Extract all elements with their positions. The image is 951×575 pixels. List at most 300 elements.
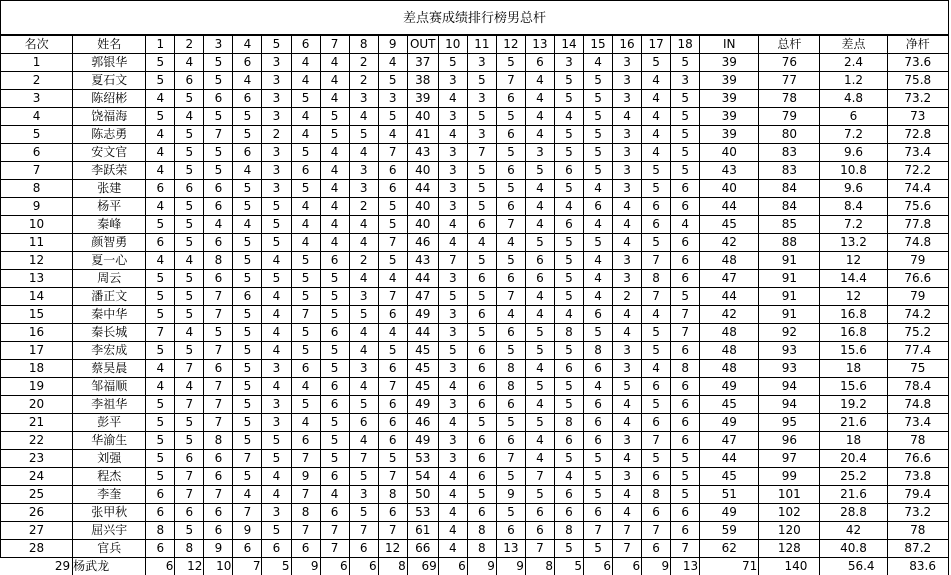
score-cell: 4: [525, 396, 554, 414]
column-header: 4: [233, 36, 262, 54]
score-cell: 6: [204, 468, 233, 486]
score-cell: 84: [759, 198, 820, 216]
score-cell: 84: [759, 180, 820, 198]
score-cell: 7: [204, 396, 233, 414]
score-cell: 5: [146, 342, 175, 360]
score-cell: 6: [671, 342, 700, 360]
score-cell: 9: [642, 558, 671, 575]
score-cell: 6: [671, 180, 700, 198]
score-cell: 7: [320, 522, 349, 540]
score-cell: 3: [438, 198, 467, 216]
score-cell: 5: [642, 342, 671, 360]
score-cell: 5: [378, 198, 407, 216]
score-cell: 4: [525, 216, 554, 234]
score-cell: 6: [584, 198, 613, 216]
score-cell: 6: [671, 414, 700, 432]
score-cell: 7: [642, 288, 671, 306]
score-cell: 12: [175, 558, 204, 575]
score-cell: 3: [554, 54, 583, 72]
column-header: 9: [378, 36, 407, 54]
score-cell: 5: [584, 234, 613, 252]
score-cell: 4: [349, 108, 378, 126]
rank-cell: 8: [1, 180, 73, 198]
score-cell: 4: [525, 450, 554, 468]
score-cell: 4: [584, 54, 613, 72]
score-cell: 8: [642, 486, 671, 504]
score-cell: 50: [407, 486, 438, 504]
score-cell: 5: [584, 72, 613, 90]
score-cell: 87.2: [887, 540, 948, 558]
score-cell: 5: [438, 54, 467, 72]
score-cell: 8: [146, 522, 175, 540]
score-cell: 75: [887, 360, 948, 378]
table-row: [1, 234, 949, 252]
score-cell: 6: [291, 162, 320, 180]
score-cell: 3: [262, 180, 291, 198]
score-cell: 3: [438, 360, 467, 378]
score-cell: 8: [378, 558, 407, 575]
score-cell: 3: [613, 54, 642, 72]
table-row: [1, 540, 949, 558]
table-row: [1, 432, 949, 450]
score-cell: 45: [700, 216, 759, 234]
score-cell: 5: [146, 270, 175, 288]
score-cell: 2: [349, 252, 378, 270]
score-cell: 73.6: [887, 54, 948, 72]
score-cell: 5: [554, 342, 583, 360]
score-cell: 73.2: [887, 90, 948, 108]
score-cell: 6: [467, 270, 496, 288]
score-cell: 5: [554, 396, 583, 414]
score-cell: 5: [320, 432, 349, 450]
player-name-cell: 张建: [73, 180, 146, 198]
score-cell: 6: [584, 396, 613, 414]
score-cell: 5: [584, 126, 613, 144]
column-header: 17: [642, 36, 671, 54]
score-cell: 6: [554, 486, 583, 504]
score-cell: 7.2: [820, 216, 887, 234]
score-cell: 5: [320, 342, 349, 360]
score-cell: 8: [642, 270, 671, 288]
score-cell: 4: [613, 306, 642, 324]
score-cell: 5: [146, 54, 175, 72]
score-cell: 6: [233, 288, 262, 306]
score-cell: 4: [204, 216, 233, 234]
score-cell: 4: [320, 162, 349, 180]
player-name-cell: 蔡昊晨: [73, 360, 146, 378]
player-name-cell: 夏一心: [73, 252, 146, 270]
score-cell: 5: [204, 162, 233, 180]
score-cell: 5: [467, 252, 496, 270]
score-cell: 4: [320, 180, 349, 198]
table-row: [1, 306, 949, 324]
score-cell: 7: [378, 522, 407, 540]
score-cell: 4: [175, 252, 204, 270]
score-cell: 3: [438, 180, 467, 198]
score-cell: 6: [291, 360, 320, 378]
score-cell: 6: [204, 360, 233, 378]
score-cell: 5: [349, 468, 378, 486]
score-cell: 4: [349, 342, 378, 360]
score-cell: 83: [759, 162, 820, 180]
score-cell: 8: [496, 378, 525, 396]
rank-cell: 29: [1, 558, 73, 575]
score-cell: 4: [642, 90, 671, 108]
score-cell: 42: [820, 522, 887, 540]
score-cell: 10: [204, 558, 233, 575]
score-cell: 4: [642, 108, 671, 126]
score-cell: 5: [554, 558, 583, 575]
score-cell: 7: [525, 468, 554, 486]
score-cell: 6: [671, 234, 700, 252]
score-cell: 40: [407, 108, 438, 126]
table-row: [1, 198, 949, 216]
score-cell: 9: [467, 558, 496, 575]
score-cell: 5: [175, 432, 204, 450]
score-cell: 8.4: [820, 198, 887, 216]
score-cell: 6: [378, 432, 407, 450]
score-cell: 3: [262, 162, 291, 180]
score-cell: 40: [407, 216, 438, 234]
score-cell: 16.8: [820, 306, 887, 324]
score-cell: 2: [349, 54, 378, 72]
score-cell: 5: [349, 306, 378, 324]
score-cell: 5: [349, 396, 378, 414]
score-cell: 4: [642, 360, 671, 378]
score-cell: 5: [291, 288, 320, 306]
score-cell: 6: [584, 306, 613, 324]
score-cell: 6: [671, 396, 700, 414]
score-cell: 5: [584, 108, 613, 126]
player-name-cell: 陈绍彬: [73, 90, 146, 108]
score-cell: 40: [700, 144, 759, 162]
player-name-cell: 秦峰: [73, 216, 146, 234]
score-cell: 3: [262, 414, 291, 432]
score-cell: 8: [554, 414, 583, 432]
score-cell: 6: [438, 558, 467, 575]
score-cell: 5: [671, 162, 700, 180]
score-cell: 46: [407, 234, 438, 252]
score-cell: 8: [467, 540, 496, 558]
score-cell: 4: [438, 468, 467, 486]
score-cell: 5: [671, 54, 700, 72]
score-cell: 5: [554, 378, 583, 396]
score-cell: 42: [700, 234, 759, 252]
player-name-cell: 官兵: [73, 540, 146, 558]
score-cell: 5: [233, 414, 262, 432]
score-cell: 3: [438, 270, 467, 288]
score-cell: 3: [349, 162, 378, 180]
table-row: [1, 270, 949, 288]
score-cell: 4: [291, 414, 320, 432]
score-cell: 4: [554, 468, 583, 486]
score-cell: 6: [467, 306, 496, 324]
score-cell: 66: [407, 540, 438, 558]
score-cell: 6: [554, 162, 583, 180]
score-cell: 4: [613, 396, 642, 414]
score-cell: 5: [496, 144, 525, 162]
table-row: [1, 486, 949, 504]
column-header: 11: [467, 36, 496, 54]
score-cell: 5: [233, 468, 262, 486]
player-name-cell: 潘正文: [73, 288, 146, 306]
score-cell: 44: [407, 180, 438, 198]
score-cell: 4: [291, 72, 320, 90]
score-cell: 5: [233, 324, 262, 342]
column-header: 13: [525, 36, 554, 54]
table-row: [1, 360, 949, 378]
table-row: [1, 522, 949, 540]
score-cell: 6: [584, 432, 613, 450]
score-cell: 74.2: [887, 306, 948, 324]
score-cell: 6: [671, 198, 700, 216]
score-cell: 39: [407, 90, 438, 108]
rank-cell: 6: [1, 144, 73, 162]
score-cell: 5: [554, 270, 583, 288]
score-cell: 6: [642, 504, 671, 522]
score-cell: 4: [233, 162, 262, 180]
score-cell: 6: [467, 396, 496, 414]
score-cell: 4: [320, 486, 349, 504]
score-cell: 6: [671, 504, 700, 522]
score-cell: 4: [525, 198, 554, 216]
score-cell: 48: [700, 252, 759, 270]
score-cell: 5: [378, 216, 407, 234]
table-row: [1, 450, 949, 468]
score-cell: 3: [262, 144, 291, 162]
player-name-cell: 屈兴宇: [73, 522, 146, 540]
score-cell: 4: [175, 324, 204, 342]
score-cell: 4: [233, 72, 262, 90]
score-cell: 5: [584, 540, 613, 558]
rank-cell: 15: [1, 306, 73, 324]
score-cell: 4: [349, 378, 378, 396]
score-cell: 48: [700, 324, 759, 342]
score-cell: 72.8: [887, 126, 948, 144]
score-cell: 7.2: [820, 126, 887, 144]
player-name-cell: 秦中华: [73, 306, 146, 324]
score-cell: 7: [467, 144, 496, 162]
score-cell: 5: [584, 324, 613, 342]
score-cell: 5: [175, 342, 204, 360]
score-cell: 4: [525, 72, 554, 90]
score-cell: 4: [291, 378, 320, 396]
score-cell: 3: [349, 486, 378, 504]
score-cell: 4.8: [820, 90, 887, 108]
column-header: 6: [291, 36, 320, 54]
score-cell: 5: [204, 324, 233, 342]
score-cell: 5: [378, 450, 407, 468]
column-header: 名次: [1, 36, 73, 54]
score-cell: 4: [642, 144, 671, 162]
score-cell: 6: [671, 252, 700, 270]
score-cell: 5: [262, 432, 291, 450]
score-cell: 75.8: [887, 72, 948, 90]
rank-cell: 4: [1, 108, 73, 126]
score-cell: 6: [349, 558, 378, 575]
score-cell: 97: [759, 450, 820, 468]
score-cell: 4: [467, 234, 496, 252]
score-cell: 6: [146, 234, 175, 252]
score-cell: 5: [291, 252, 320, 270]
score-cell: 4: [320, 90, 349, 108]
score-cell: 5: [320, 360, 349, 378]
score-cell: 5: [525, 378, 554, 396]
score-cell: 5: [146, 432, 175, 450]
score-cell: 43: [700, 162, 759, 180]
score-cell: 9: [233, 522, 262, 540]
score-cell: 5: [175, 306, 204, 324]
score-cell: 7: [146, 324, 175, 342]
column-header: 3: [204, 36, 233, 54]
score-cell: 8: [378, 486, 407, 504]
score-cell: 4: [642, 72, 671, 90]
column-header: 净杆: [887, 36, 948, 54]
score-cell: 5: [554, 126, 583, 144]
score-cell: 7: [204, 126, 233, 144]
score-cell: 5: [467, 198, 496, 216]
score-cell: 5: [554, 234, 583, 252]
column-header: 差点: [820, 36, 887, 54]
score-cell: 4: [613, 486, 642, 504]
score-cell: 5: [262, 198, 291, 216]
score-cell: 39: [700, 126, 759, 144]
score-cell: 5: [175, 522, 204, 540]
rank-cell: 21: [1, 414, 73, 432]
column-header: 8: [349, 36, 378, 54]
table-row: [1, 144, 949, 162]
score-cell: 25.2: [820, 468, 887, 486]
score-cell: 4: [438, 216, 467, 234]
score-cell: 6: [584, 360, 613, 378]
score-cell: 5: [496, 180, 525, 198]
score-cell: 6: [378, 396, 407, 414]
score-cell: 6: [642, 378, 671, 396]
score-cell: 3: [525, 144, 554, 162]
score-cell: 5: [233, 126, 262, 144]
player-name-cell: 安文官: [73, 144, 146, 162]
score-cell: 5: [262, 234, 291, 252]
score-cell: 5: [320, 288, 349, 306]
score-cell: 6: [349, 540, 378, 558]
player-name-cell: 周云: [73, 270, 146, 288]
score-cell: 96: [759, 432, 820, 450]
rank-cell: 10: [1, 216, 73, 234]
score-cell: 45: [700, 468, 759, 486]
score-cell: 49: [407, 396, 438, 414]
score-cell: 18: [820, 360, 887, 378]
score-cell: 7: [291, 450, 320, 468]
score-cell: 4: [613, 216, 642, 234]
score-cell: 7: [349, 522, 378, 540]
table-row: [1, 54, 949, 72]
score-cell: 76: [759, 54, 820, 72]
score-cell: 95: [759, 414, 820, 432]
score-cell: 9: [496, 486, 525, 504]
score-cell: 44: [407, 270, 438, 288]
score-cell: 79: [887, 252, 948, 270]
score-cell: 5: [146, 396, 175, 414]
rank-cell: 3: [1, 90, 73, 108]
score-cell: 7: [378, 288, 407, 306]
score-cell: 4: [438, 522, 467, 540]
score-cell: 45: [407, 342, 438, 360]
score-cell: 3: [613, 180, 642, 198]
score-cell: 8: [554, 522, 583, 540]
score-cell: 5: [320, 108, 349, 126]
score-cell: 79: [887, 288, 948, 306]
score-cell: 8: [204, 252, 233, 270]
score-cell: 6: [467, 450, 496, 468]
score-cell: 5: [146, 72, 175, 90]
score-cell: 15.6: [820, 342, 887, 360]
score-cell: 76.6: [887, 270, 948, 288]
score-cell: 15.6: [820, 378, 887, 396]
score-cell: 6: [525, 504, 554, 522]
score-cell: 4: [175, 378, 204, 396]
score-cell: 7: [204, 378, 233, 396]
score-table: [0, 35, 949, 575]
score-cell: 8: [525, 558, 554, 575]
player-name-cell: 彭平: [73, 414, 146, 432]
score-cell: 6: [554, 432, 583, 450]
player-name-cell: 饶福海: [73, 108, 146, 126]
score-cell: 13.2: [820, 234, 887, 252]
score-cell: 3: [349, 360, 378, 378]
score-cell: 4: [233, 486, 262, 504]
rank-cell: 27: [1, 522, 73, 540]
score-cell: 3: [438, 306, 467, 324]
score-cell: 4: [146, 126, 175, 144]
score-cell: 5: [233, 180, 262, 198]
score-cell: 3: [613, 342, 642, 360]
score-cell: 7: [204, 414, 233, 432]
score-cell: 3: [438, 144, 467, 162]
player-name-cell: 程杰: [73, 468, 146, 486]
score-cell: 5: [233, 306, 262, 324]
score-cell: 6: [671, 432, 700, 450]
score-cell: 77: [759, 72, 820, 90]
score-cell: 5: [175, 90, 204, 108]
score-cell: 7: [378, 234, 407, 252]
score-cell: 74.8: [887, 234, 948, 252]
score-cell: 5: [642, 180, 671, 198]
score-cell: 4: [320, 234, 349, 252]
score-cell: 77.8: [887, 216, 948, 234]
score-cell: 4: [378, 324, 407, 342]
score-cell: 3: [378, 90, 407, 108]
score-cell: 4: [262, 252, 291, 270]
score-cell: 3: [613, 270, 642, 288]
score-cell: 3: [349, 180, 378, 198]
score-cell: 5: [496, 468, 525, 486]
score-cell: 5: [467, 324, 496, 342]
score-cell: 4: [525, 360, 554, 378]
column-header: 2: [175, 36, 204, 54]
table-row: [1, 324, 949, 342]
score-cell: 7: [378, 144, 407, 162]
score-cell: 7: [584, 522, 613, 540]
score-cell: 5: [204, 54, 233, 72]
score-cell: 6: [584, 414, 613, 432]
score-cell: 3: [262, 360, 291, 378]
player-name-cell: 张甲秋: [73, 504, 146, 522]
score-cell: 6: [204, 504, 233, 522]
score-cell: 4: [320, 54, 349, 72]
score-cell: 48: [700, 342, 759, 360]
score-cell: 3: [467, 54, 496, 72]
score-cell: 5: [642, 54, 671, 72]
